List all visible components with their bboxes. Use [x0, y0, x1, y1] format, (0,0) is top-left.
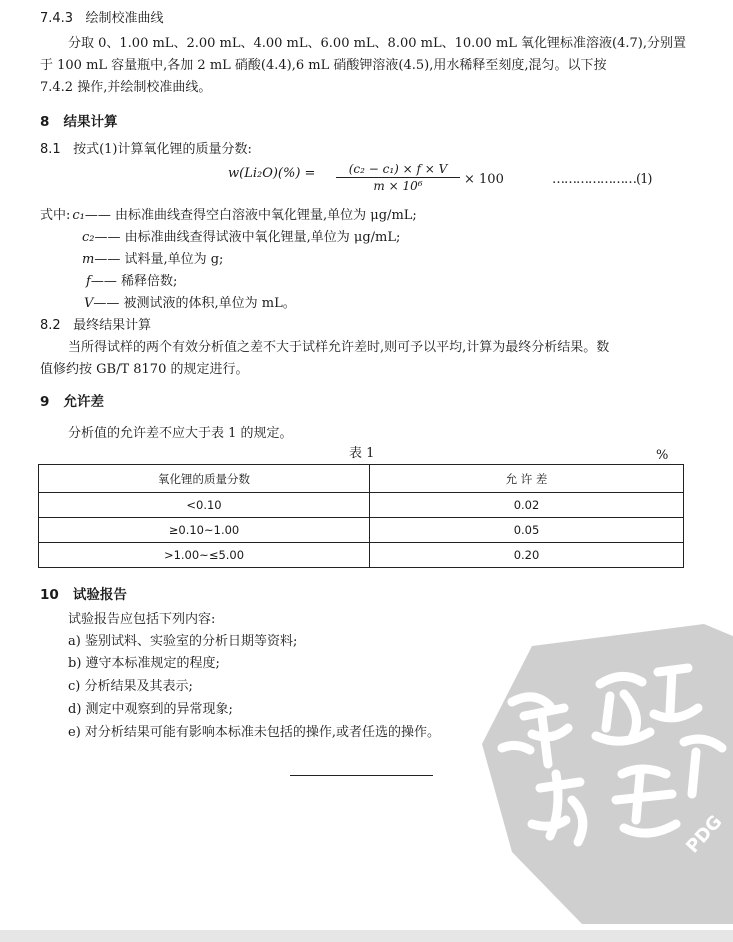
table-cell: <0.10 — [39, 493, 370, 518]
formula-fraction — [336, 162, 460, 193]
section-9-text: 分析值的允许差不应大于表 1 的规定。 — [68, 426, 293, 441]
table-header-row — [39, 465, 684, 493]
section-7-4-3-line2: 于 100 mL 容量瓶中,各加 2 mL 硝酸(4.4),6 mL 硝酸钾溶液(4.5),用水稀释至刻度,混匀。以下按 — [40, 58, 607, 73]
section-8-1: 8.1 按式(1)计算氧化锂的质量分数: — [40, 142, 252, 157]
page-bottom-edge — [0, 930, 733, 942]
report-item: a) 鉴别试料、实验室的分析日期等资料; — [68, 634, 298, 649]
table-header-cell: 氧化锂的质量分数 — [39, 465, 370, 493]
table-cell: 0.02 — [370, 493, 684, 518]
formula-lhs: w(Li₂O)(%) = — [228, 166, 316, 181]
tolerance-table — [38, 464, 684, 568]
report-item: d) 测定中观察到的异常现象; — [68, 702, 233, 717]
section-8-2-line2: 值修约按 GB/T 8170 的规定进行。 — [40, 362, 249, 377]
seal-text: PDG — [682, 811, 727, 858]
section-7-4-3-line1: 分取 0、1.00 mL、2.00 mL、4.00 mL、6.00 mL、8.00 mL、10.00 mL 氧化锂标准溶液(4.7),分别置 — [68, 36, 686, 51]
formula-times: × 100 — [464, 172, 504, 187]
section-10-heading: 10 试验报告 — [40, 587, 127, 603]
report-item: e) 对分析结果可能有影响本标准未包括的操作,或者任选的操作。 — [68, 725, 441, 740]
table-row — [39, 493, 684, 518]
section-8-2-heading: 8.2 最终结果计算 — [40, 318, 152, 333]
where-f: f—— 稀释倍数; — [86, 274, 178, 289]
seal-watermark-graphic — [472, 624, 733, 924]
section-7-4-3-line3: 7.4.2 操作,并绘制校准曲线。 — [40, 80, 212, 95]
formula-denominator: m × 10⁶ — [373, 179, 423, 193]
section-8-heading: 8 结果计算 — [40, 114, 118, 130]
table-cell: >1.00~≤5.00 — [39, 543, 370, 568]
report-item: b) 遵守本标准规定的程度; — [68, 656, 220, 671]
table-cell: 0.20 — [370, 543, 684, 568]
section-9-heading: 9 允许差 — [40, 394, 105, 410]
table-unit: % — [656, 448, 669, 463]
where-c2: c₂—— 由标准曲线查得试液中氧化锂量,单位为 μg/mL; — [82, 230, 401, 245]
seal-watermark — [472, 624, 733, 924]
section-7-4-3-heading: 7.4.3 绘制校准曲线 — [40, 11, 164, 26]
section-10-intro: 试验报告应包括下列内容: — [68, 612, 216, 627]
table-caption: 表 1 — [349, 446, 375, 461]
table-cell: ≥0.10~1.00 — [39, 518, 370, 543]
table-cell: 0.05 — [370, 518, 684, 543]
table-header-cell: 允 许 差 — [370, 465, 684, 493]
table-row — [39, 543, 684, 568]
section-8-2-line1: 当所得试样的两个有效分析值之差不大于试样允许差时,则可予以平均,计算为最终分析结果。数 — [68, 340, 610, 355]
equation-number: …………………(1) — [552, 172, 652, 187]
report-item: c) 分析结果及其表示; — [68, 679, 193, 694]
where-c1: 式中: c₁—— 由标准曲线查得空白溶液中氧化锂量,单位为 μg/mL; — [40, 208, 417, 223]
table-row — [39, 518, 684, 543]
formula-numerator: (c₂ − c₁) × f × V — [348, 162, 448, 176]
end-of-document-rule — [290, 775, 433, 776]
where-m: m—— 试料量,单位为 g; — [82, 252, 224, 267]
where-v: V—— 被测试液的体积,单位为 mL。 — [84, 296, 296, 311]
